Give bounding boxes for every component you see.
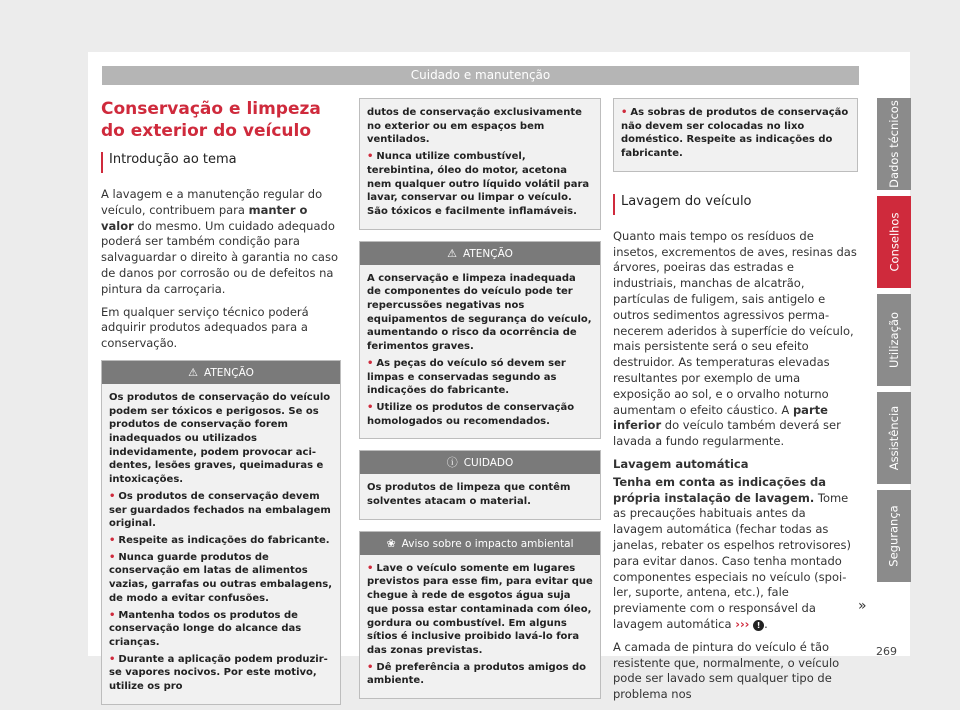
tab-dados-tecnicos[interactable]: Dados técnicos	[877, 98, 911, 190]
environment-box	[359, 531, 601, 699]
list-item: • Nunca utilize combustível, terebintina, óleo do motor, acetona nem qualquer outro líquido volátil para lavar, conservar ou limpar o veículo. São tóxicos e facilmente inflamáveis.	[367, 151, 590, 217]
tab-assistencia[interactable]: Assistência	[877, 392, 911, 484]
list-item: • Utilize os produtos de conservação homologados ou recomendados.	[367, 401, 575, 427]
list-item: • Dê preferência a produtos amigos do ambiente.	[367, 661, 587, 687]
emphasis-text: manter o valor	[101, 202, 308, 233]
environment-flower-icon: ❀	[386, 536, 396, 550]
products-paragraph: Em qualquer serviço técnico poderá adquirir produtos adequados para a conservação.	[101, 304, 309, 351]
warning-triangle-icon: ⚠	[188, 365, 198, 379]
continue-arrow-icon: »	[858, 598, 867, 614]
paint-paragraph: A camada de pintura do veículo é tão resistente que, normalmente, o veículo pode ser lavado sem qualquer tipo de problema nos	[613, 639, 840, 702]
auto-wash-heading: Lavagem automática	[613, 456, 749, 471]
subsection-title: Introdução ao tema	[109, 152, 237, 167]
warning-continued-box	[359, 98, 601, 230]
tab-utilizacao[interactable]: Utilização	[877, 294, 911, 386]
column-2	[359, 98, 601, 699]
list-item: • Mantenha todos os produtos de conservação longe do alcance das crianças.	[109, 609, 302, 648]
subsection-title: Lavagem do veículo	[621, 193, 752, 209]
warning-header: ⚠ ATENÇÃO	[102, 361, 340, 384]
list-item: • As peças do veículo só devem ser limpas e conservadas segundo as indicações do fabricante.	[367, 357, 566, 397]
info-circle-icon: ⓘ	[446, 456, 458, 470]
bullet-icon: •	[367, 401, 374, 413]
list-item: • Nunca guarde produtos de conservação em latas de alimentos vazias, garrafas ou outras embalagens, de modo a evitar confusões.	[109, 551, 332, 604]
bullet-icon: •	[109, 609, 116, 621]
warning-header: ⚠ ATENÇÃO	[360, 242, 600, 265]
tab-seguranca[interactable]: Segurança	[877, 490, 911, 582]
warning-box	[101, 360, 341, 705]
bullet-icon: •	[367, 661, 374, 673]
warning-intro: A conservação e limpeza inadequada de componentes do veículo pode ter repercussões negativas nos equipamentos de segurança do veículo, aumentando o risco da ocorrência de ferimentos graves.	[367, 272, 592, 353]
tab-conselhos[interactable]: Conselhos	[877, 196, 911, 288]
auto-wash-paragraph: Tenha em conta as indicações da própria instalação de lavagem. Tome as precauções habituais antes da lavagem automática (fechar todas as janelas, rebater os espelhos retrovisores) para evitar danos. Caso tenha montado componentes especiais no veículo (spoiler, suporte, antena, etc.), fale previamente com o responsável da lavagem automática ››› ! .	[613, 474, 851, 631]
warning-box-2	[359, 241, 601, 440]
warning-triangle-icon: ⚠	[447, 246, 457, 260]
section-title: Conservação e limpeza do exterior do veículo	[101, 99, 321, 141]
page-number: 269	[876, 645, 897, 658]
list-item: • As sobras de produtos de conservação não devem ser colocadas no lixo doméstico. Respeite as indicações do fabricante.	[621, 107, 849, 160]
bullet-icon: •	[109, 551, 116, 563]
washing-paragraph: Quanto mais tempo os resíduos de insetos, excrementos de aves, resinas das árvores, poeiras das estradas e industriais, manchas de alcatrão, partículas de fuligem, sais antigelo e outros sedimentos agressivos permanecerem aderidos à superfície do veículo, mais persistente será o seu efeito destruidor. As temperaturas elevadas resultantes por exemplo de uma exposição ao sol, e o orvalho noturno aumentam o efeito cáustico. A parte inferior do veículo também deverá ser lavada a fundo regularmente.	[613, 228, 857, 449]
environment-continued-box	[613, 98, 858, 172]
caution-header: ⓘ CUIDADO	[360, 451, 600, 474]
list-item: • Durante a aplicação podem produzir-se vapores nocivos. Por este motivo, utilize os pro	[109, 653, 328, 693]
list-item: • Respeite as indicações do fabricante.	[109, 535, 330, 546]
warning-circle-icon: !	[753, 620, 764, 631]
warning-intro: Os produtos de conservação do veículo podem ser tóxicos e perigosos. Se os produtos de conservação forem inadequados ou utilizados indevidamente, podem provocar acidentes, lesões graves, queimaduras e intoxicações.	[109, 391, 331, 486]
subsection-heading	[101, 152, 341, 173]
bullet-icon: •	[367, 357, 374, 369]
column-1	[101, 98, 341, 705]
warning-continued-text: dutos de conservação exclusivamente no exterior ou em espaços bem ventilados.	[367, 107, 582, 146]
list-item: • Lave o veículo somente em lugares previstos para esse fim, para evitar que chegue à rede de esgotos água suja que possa estar contaminada com óleo, gordura ou combustível. Em alguns sítios é inclusive proibido lavá-lo fora das zonas previstas.	[367, 562, 593, 656]
list-item: • Os produtos de conservação devem ser guardados fechados na embalagem original.	[109, 490, 331, 530]
bullet-icon: •	[367, 151, 374, 163]
bullet-icon: •	[109, 653, 116, 665]
intro-paragraph: A lavagem e a manutenção regular do veículo, contribuem para manter o valor do mesmo. Um cuidado adequado poderá ser também condição para salvaguardar o direito à garantia no caso de danos por corrosão ou de defeitos na pintura da carroçaria.	[101, 187, 339, 296]
bullet-icon: •	[109, 535, 116, 546]
caution-box	[359, 450, 601, 519]
chapter-header: Cuidado e manutenção	[102, 66, 859, 85]
bullet-icon: •	[621, 107, 628, 118]
environment-header: ❀ Aviso sobre o impacto ambiental	[360, 532, 600, 555]
emphasis-text: parte inferior	[613, 402, 828, 433]
caution-text: Os produtos de limpeza que contêm solventes atacam o material.	[367, 482, 571, 508]
cross-reference-link[interactable]: ›››	[735, 616, 750, 631]
bullet-icon: •	[109, 490, 116, 502]
subsection-heading	[613, 194, 858, 215]
column-3	[613, 98, 858, 710]
bullet-icon: •	[367, 562, 374, 574]
